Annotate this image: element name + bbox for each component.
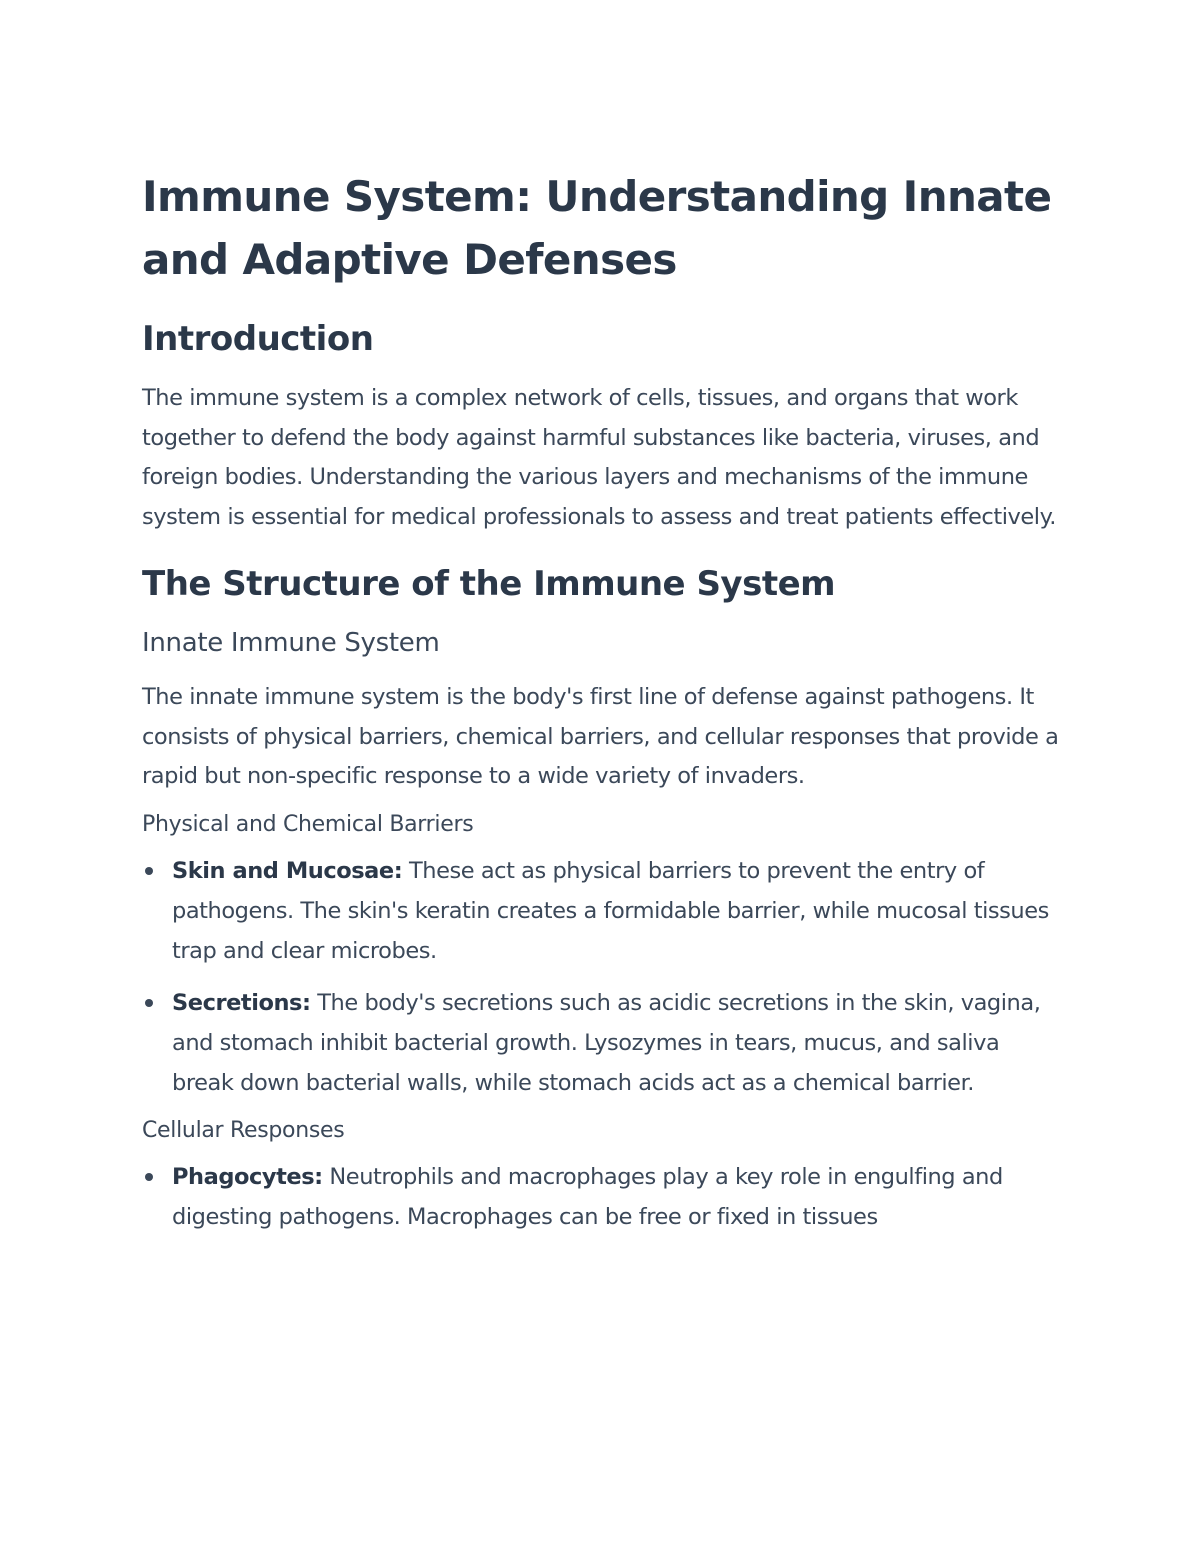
bullet-icon bbox=[145, 1173, 153, 1181]
introduction-heading: Introduction bbox=[142, 319, 374, 359]
innate-paragraph: The innate immune system is the body's first line of defense against pathogens. It consists of physical barriers, chemical barriers, and cellular responses that provide a rapid but non-specific response to a wide variety of invaders. bbox=[142, 684, 1059, 789]
list-item-text: Neutrophils and macrophages play a key role in engulfing and digesting pathogens. Macrophages can be free or fixed in tissues bbox=[172, 1163, 1003, 1230]
list-item-term: Phagocytes: bbox=[172, 1163, 323, 1190]
bullet-icon bbox=[145, 867, 153, 875]
introduction-paragraph: The immune system is a complex network of cells, tissues, and organs that work together to defend the body against harmful substances like bacteria, viruses, and foreign bodies. Understanding the various layers and mechanisms of the immune system is essential for medical professionals to assess and treat patients effectively. bbox=[142, 385, 1056, 530]
list-item bbox=[142, 1157, 1062, 1237]
list-item-text: These act as physical barriers to prevent the entry of pathogens. The skin's keratin creates a formidable barrier, while mucosal tissues trap and clear microbes. bbox=[172, 857, 1049, 964]
barriers-list bbox=[142, 851, 1062, 1103]
structure-heading: The Structure of the Immune System bbox=[142, 564, 836, 604]
innate-heading: Innate Immune System bbox=[142, 628, 440, 658]
cellular-heading: Cellular Responses bbox=[142, 1117, 345, 1143]
list-item-text: The body's secretions such as acidic secretions in the skin, vagina, and stomach inhibit bacterial growth. Lysozymes in tears, mucus, and saliva break down bacterial walls, while stomach acids act as a chemical barrier. bbox=[172, 989, 1041, 1096]
cellular-list bbox=[142, 1157, 1062, 1237]
list-item bbox=[142, 983, 1062, 1103]
list-item-term: Secretions: bbox=[172, 989, 311, 1016]
bullet-icon bbox=[145, 999, 153, 1007]
list-item-term: Skin and Mucosae: bbox=[172, 857, 403, 884]
list-item bbox=[142, 851, 1062, 971]
document-page bbox=[142, 165, 1062, 1249]
barriers-heading: Physical and Chemical Barriers bbox=[142, 811, 474, 837]
document-title: Immune System: Understanding Innate and Adaptive Defenses bbox=[142, 172, 1052, 284]
